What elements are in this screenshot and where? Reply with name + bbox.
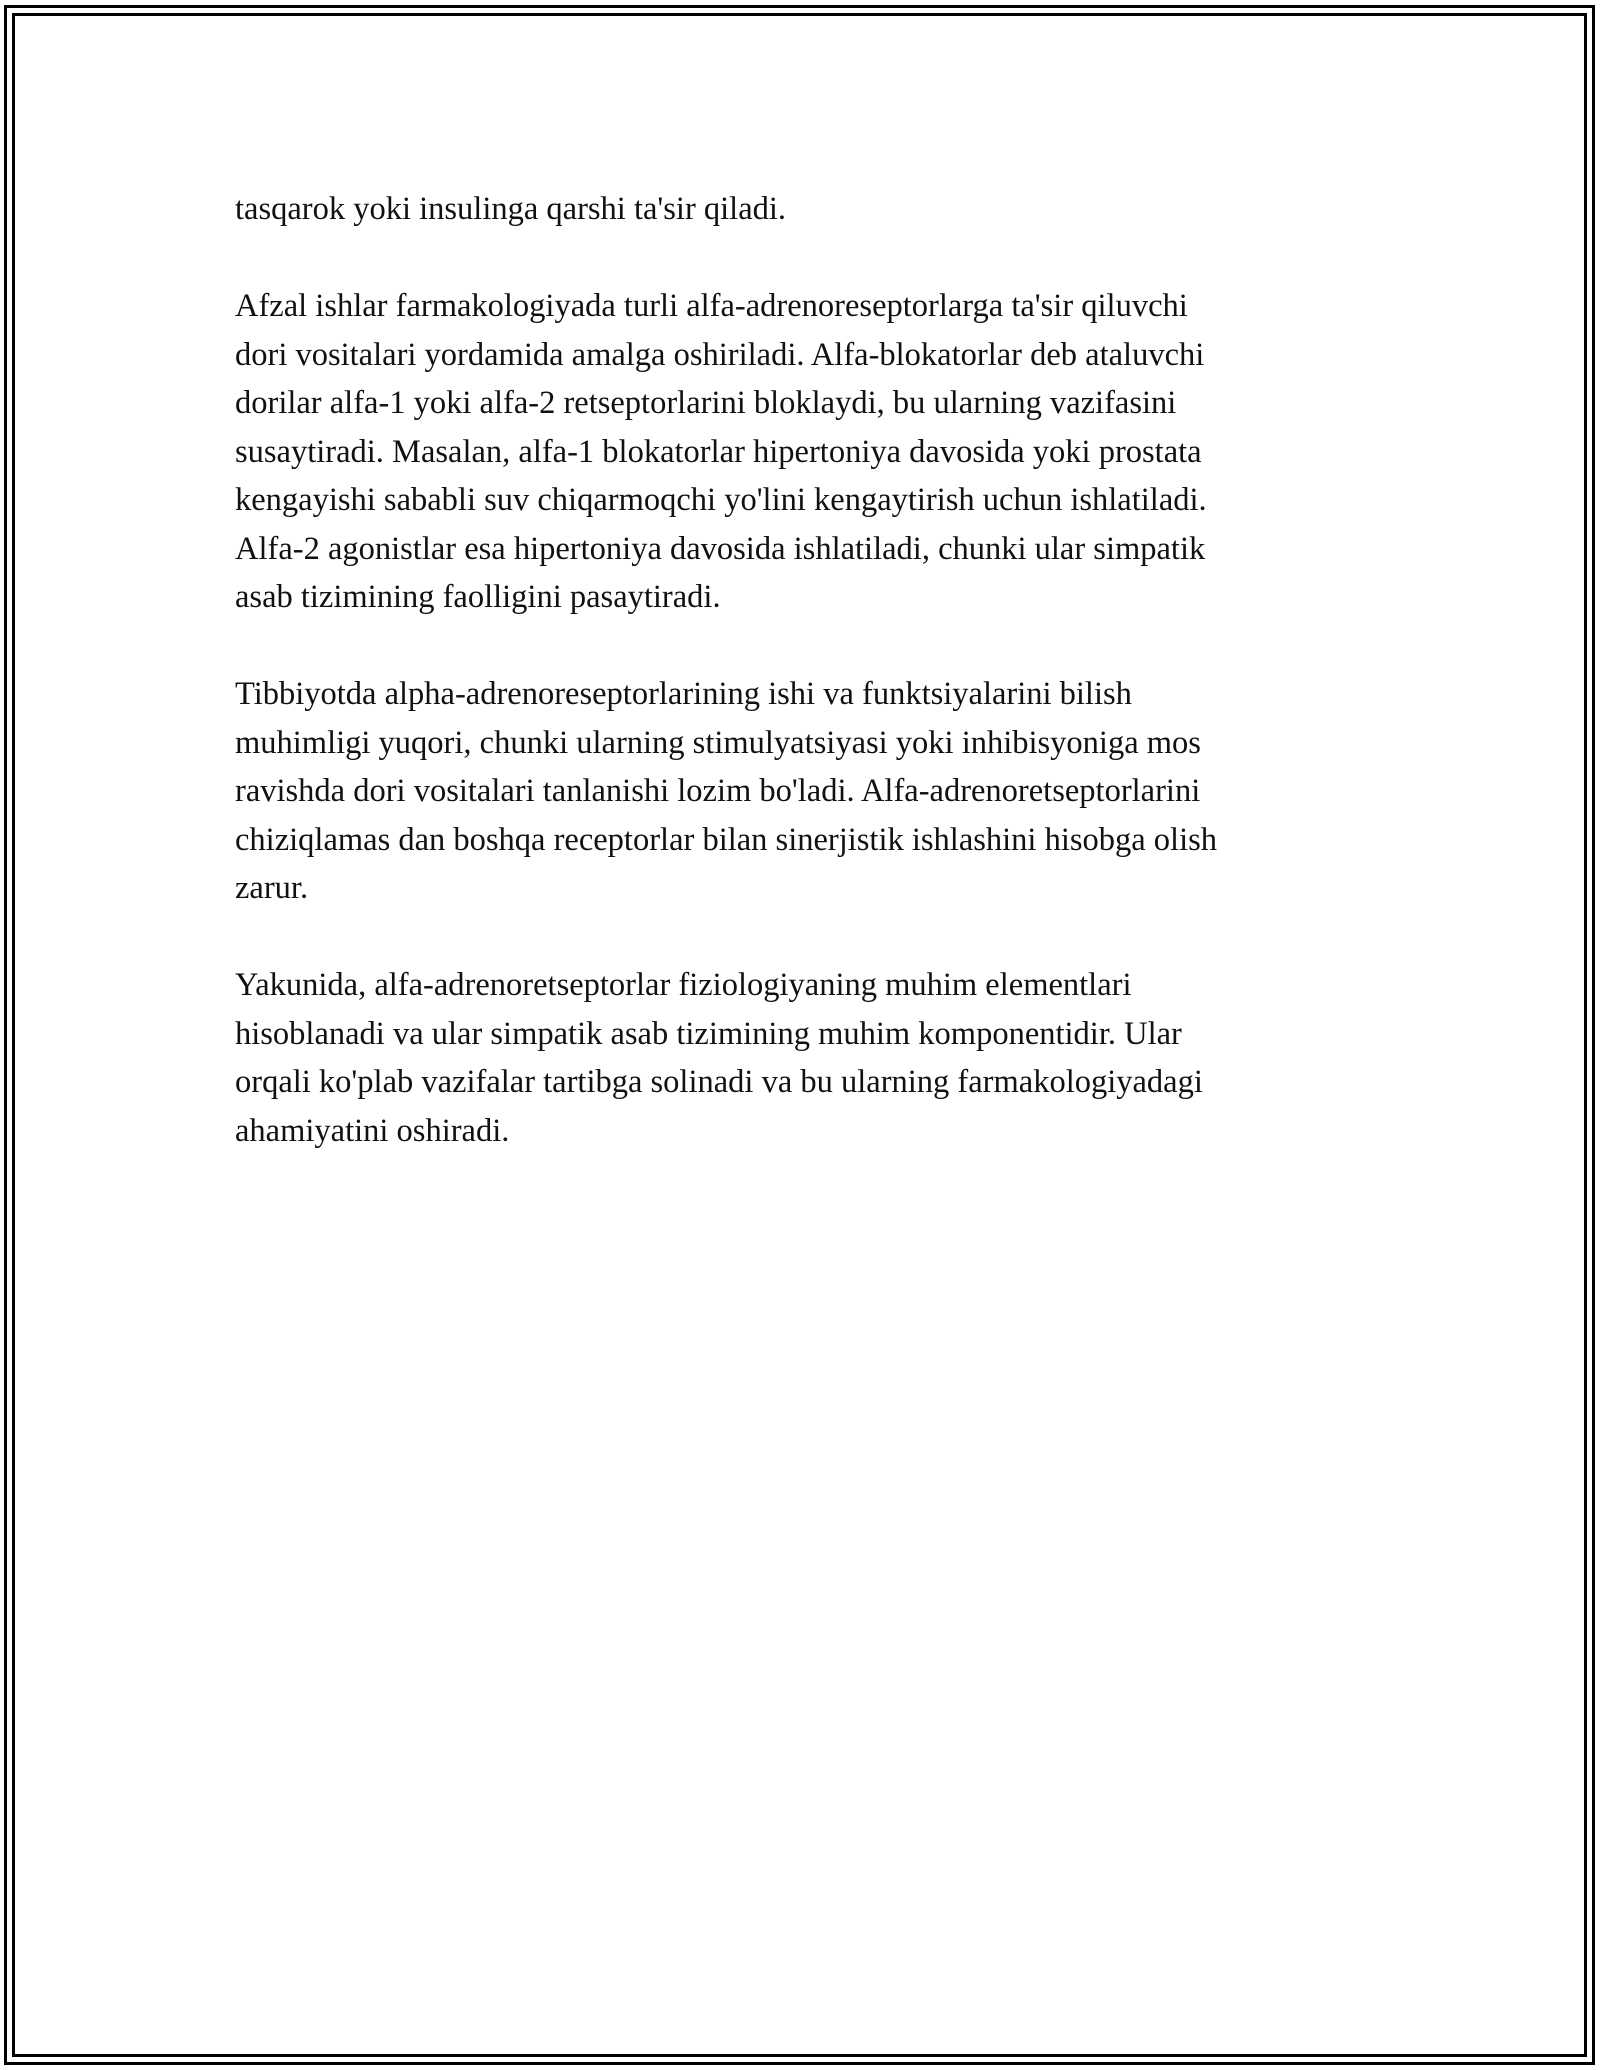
paragraph-4: Yakunida, alfa-adrenoretseptorlar fiziologiyaning muhim elementlari hisoblanadi va ular simpatik asab tizimining muhim komponentidir. Ular orqali ko'plab vazifalar tartibga solinadi va bu ularning farmakologiyadagi ahamiyatini oshiradi.: [235, 967, 1203, 1149]
paragraph-1: tasqarok yoki insulinga qarshi ta'sir qiladi.: [235, 191, 787, 227]
document-body: [235, 185, 1365, 1204]
paragraph-2: Afzal ishlar farmakologiyada turli alfa-adrenoreseptorlarga ta'sir qiluvchi dori vositalari yordamida amalga oshiriladi. Alfa-blokatorlar deb ataluvchi dorilar alfa-1 yoki alfa-2 retseptorlarini bloklaydi, bu ularning vazifasini susaytiradi. Masalan, alfa-1 blokatorlar hipertoniya davosida yoki prostata kengayishi sababli suv chiqarmoqchi yo'lini kengaytirish uchun ishlatiladi. Alfa-2 agonistlar esa hipertoniya davosida ishlatiladi, chunki ular simpatik asab tizimining faolligini pasaytiradi.: [235, 288, 1207, 615]
paragraph-3: Tibbiyotda alpha-adrenoreseptorlarining ishi va funktsiyalarini bilish muhimligi yuqori, chunki ularning stimulyatsiyasi yoki inhibisyoniga mos ravishda dori vositalari tanlanishi lozim bo'ladi. Alfa-adrenoretseptorlarini chiziqlamas dan boshqa receptorlar bilan sinerjistik ishlashini hisobga olish zarur.: [235, 676, 1218, 906]
